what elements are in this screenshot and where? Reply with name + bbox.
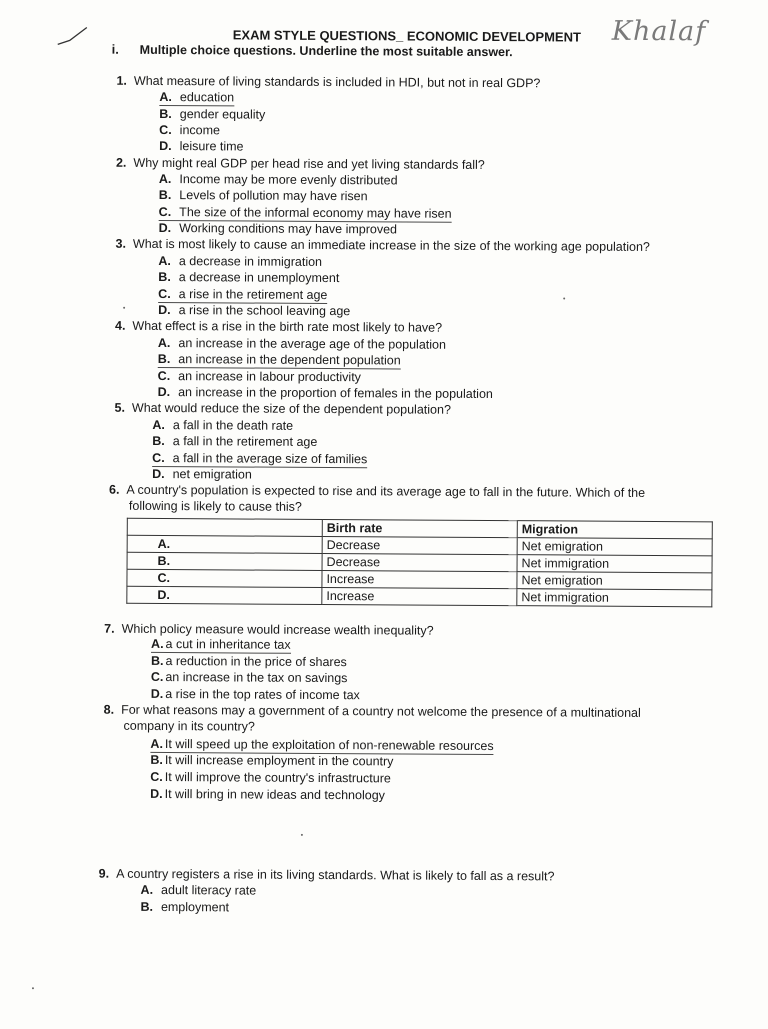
table-cell-birth-rate: Decrease <box>322 536 517 554</box>
q4-option-c: C. an increase in labour productivity <box>157 368 361 385</box>
scan-speck <box>32 987 34 989</box>
q1-option-d: D. leisure time <box>159 138 244 154</box>
q7-option-d: D. a rise in the top rates of income tax <box>150 686 360 703</box>
q4-option-b: B. an increase in the dependent population <box>157 351 401 368</box>
q7-option-c: C. an increase in the tax on savings <box>150 669 348 686</box>
table-header-birth-rate: Birth rate <box>322 519 517 537</box>
q7-option-a: A. a cut in inheritance tax <box>151 636 291 652</box>
q9-option-a: A. adult literacy rate <box>140 882 257 898</box>
question-6-table <box>126 518 713 608</box>
question-4: 4. What effect is a rise in the birth rate most likely to have? <box>114 318 443 335</box>
q3-option-c: C. a rise in the retirement age <box>158 286 328 303</box>
table-cell-letter: B. <box>127 552 322 570</box>
question-6: 6. A country's population is expected to rise and its average age to fall in the future. Which of the <box>108 482 646 500</box>
q3-option-a: A. a decrease in immigration <box>158 253 323 269</box>
table-header-migration: Migration <box>517 521 712 539</box>
table-cell-birth-rate: Increase <box>322 587 517 605</box>
q2-option-c: C. The size of the informal economy may have risen <box>158 204 452 221</box>
scan-speck <box>123 307 125 309</box>
q2-option-a: A. Income may be more evenly distributed <box>158 171 398 188</box>
question-8: 8. For what reasons may a government of a country not welcome the presence of a multinational <box>103 702 641 720</box>
question-1: 1. What measure of living standards is included in HDI, but not in real GDP? <box>116 73 541 91</box>
q8-option-d: D. It will bring in new ideas and technology <box>150 786 385 803</box>
q8-option-c: C. It will improve the country's infrastructure <box>150 769 391 786</box>
q8-option-b: B. It will increase employment in the country <box>150 752 394 769</box>
table-cell-migration: Net immigration <box>517 589 712 607</box>
q9-option-b: B. employment <box>140 899 230 915</box>
table-cell-letter: A. <box>127 535 322 553</box>
scan-speck <box>301 834 303 836</box>
question-8-continued: company in its country? <box>123 718 255 734</box>
section-number: i. <box>111 41 119 57</box>
q5-option-c: C. a fall in the average size of families <box>152 450 368 467</box>
q7-option-b: B. a reduction in the price of shares <box>150 653 347 670</box>
question-3: 3. What is most likely to cause an immediate increase in the size of the working age population? <box>115 236 650 254</box>
scan-speck <box>563 297 565 299</box>
table-cell-letter: C. <box>127 569 322 587</box>
table-cell-birth-rate: Increase <box>322 570 517 588</box>
q3-option-d: D. a rise in the school leaving age <box>158 302 351 319</box>
table-header-empty <box>127 518 322 536</box>
question-2: 2. Why might real GDP per head rise and yet living standards fall? <box>115 155 485 172</box>
exam-title: EXAM STYLE QUESTIONS_ ECONOMIC DEVELOPMENT <box>232 27 581 45</box>
section-instructions: Multiple choice questions. Underline the most suitable answer. <box>139 42 513 60</box>
table-cell-migration: Net emigration <box>517 538 712 556</box>
table-cell-migration: Net immigration <box>517 555 712 573</box>
q5-option-d: D. net emigration <box>152 466 252 482</box>
q5-option-a: A. a fall in the death rate <box>152 417 294 433</box>
q2-option-d: D. Working conditions may have improved <box>158 220 398 237</box>
table-row <box>127 586 712 607</box>
handwritten-name: Khalaf <box>611 15 707 48</box>
q1-option-c: C. income <box>159 122 221 138</box>
q4-option-a: A. an increase in the average age of the population <box>157 335 447 352</box>
handwritten-tick-mark <box>56 24 90 50</box>
q4-option-d: D. an increase in the proportion of females in the population <box>157 384 493 402</box>
table-cell-letter: D. <box>127 586 322 604</box>
q1-option-b: B. gender equality <box>159 106 266 122</box>
q1-option-a: A. education <box>159 89 235 105</box>
question-5: 5. What would reduce the size of the dependent population? <box>114 400 451 417</box>
table-cell-birth-rate: Decrease <box>322 553 517 571</box>
q8-option-a: A. It will speed up the exploitation of non-renewable resources <box>150 736 494 754</box>
question-7: 7. Which policy measure would increase wealth inequality? <box>104 621 434 638</box>
q5-option-b: B. a fall in the retirement age <box>152 433 318 449</box>
question-6-continued: following is likely to cause this? <box>128 498 302 514</box>
question-9: 9. A country registers a rise in its living standards. What is likely to fall as a result? <box>98 866 555 884</box>
q2-option-b: B. Levels of pollution may have risen <box>158 187 368 204</box>
table-cell-migration: Net emigration <box>517 572 712 590</box>
q3-option-b: B. a decrease in unemployment <box>158 269 340 286</box>
